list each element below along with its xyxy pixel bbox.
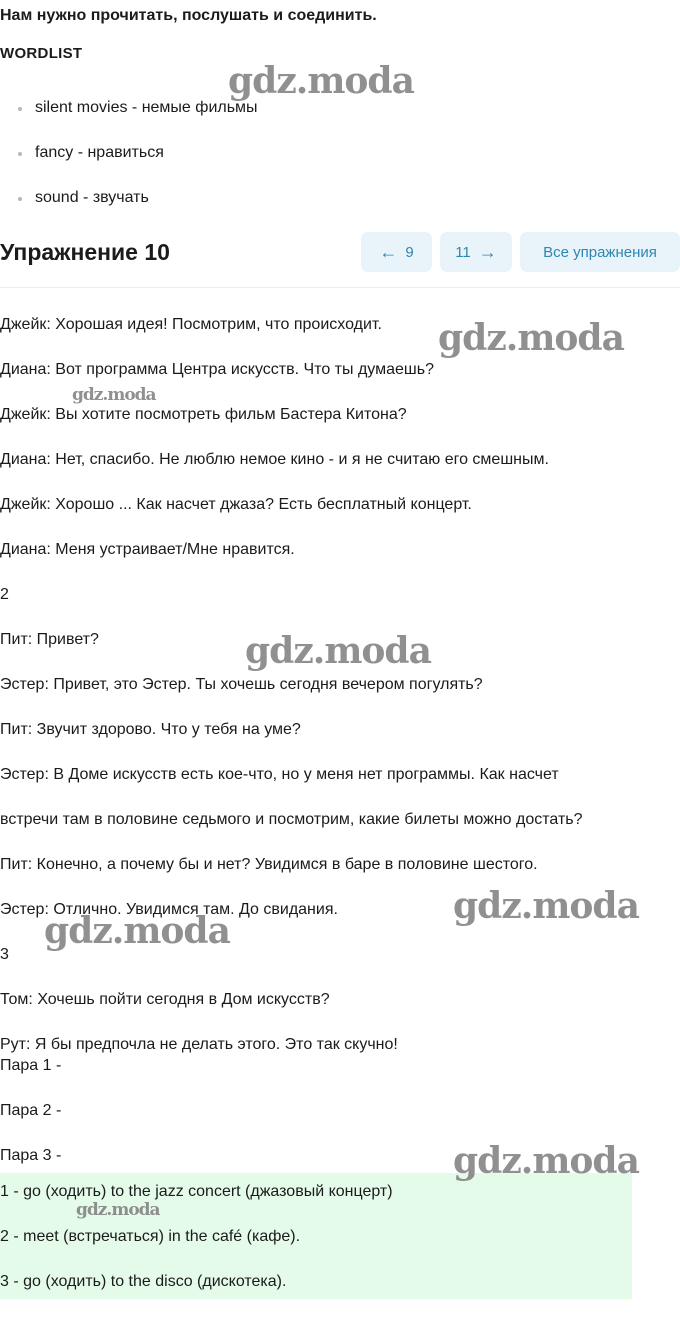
- pair-label: Пара 3 -: [0, 1147, 62, 1164]
- watermark: gdz.moda: [228, 60, 414, 102]
- section-number: 2: [0, 586, 9, 603]
- watermark: gdz.moda: [44, 910, 230, 952]
- dialogue-line: Пит: Звучит здорово. Что у тебя на уме?: [0, 721, 301, 738]
- watermark: gdz.moda: [245, 630, 431, 672]
- dialogue-line: Рут: Я бы предпочла не делать этого. Это так скучно!: [0, 1036, 398, 1053]
- all-exercises-button[interactable]: [520, 232, 680, 272]
- dialogue-line: Диана: Нет, спасибо. Не люблю немое кино - и я не считаю его смешным.: [0, 451, 549, 468]
- watermark: gdz.moda: [453, 885, 639, 927]
- word-item: silent movies - немые фильмы: [0, 88, 400, 133]
- dialogue-line: Джейк: Вы хотите посмотреть фильм Бастера Китона?: [0, 406, 407, 423]
- next-exercise-label: 11: [455, 243, 471, 261]
- watermark: gdz.moda: [76, 1200, 160, 1220]
- pair-label: Пара 2 -: [0, 1102, 62, 1119]
- watermark: gdz.moda: [453, 1140, 639, 1182]
- dialogue-content: [0, 302, 680, 1052]
- answer-block: [0, 1173, 632, 1299]
- dialogue-line: Эстер: Привет, это Эстер. Ты хочешь сегодня вечером погулять?: [0, 676, 483, 693]
- answer-line: 2 - meet (встречаться) in the café (кафе).: [0, 1228, 301, 1245]
- wordlist-title: WORDLIST: [0, 45, 83, 62]
- pairs-list: [0, 1043, 61, 1178]
- dialogue-line: Диана: Вот программа Центра искусств. Что ты думаешь?: [0, 361, 434, 378]
- pair-label: Пара 1 -: [0, 1057, 62, 1074]
- dialogue-line: Пит: Привет?: [0, 631, 99, 648]
- dialogue-line: Пит: Конечно, а почему бы и нет? Увидимся в баре в половине шестого.: [0, 856, 538, 873]
- word-list: [0, 88, 400, 223]
- intro-text: Нам нужно прочитать, послушать и соединить.: [0, 7, 377, 24]
- dialogue-line: Джейк: Хорошо ... Как насчет джаза? Есть бесплатный концерт.: [0, 496, 472, 513]
- prev-exercise-button[interactable]: [361, 232, 432, 272]
- answer-line: 1 - go (ходить) to the jazz concert (джазовый концерт): [0, 1183, 393, 1200]
- section-number: 3: [0, 946, 9, 963]
- dialogue-line: Эстер: Отлично. Увидимся там. До свидания.: [0, 901, 338, 918]
- prev-exercise-label: 9: [405, 243, 414, 261]
- word-item: fancy - нравиться: [0, 133, 400, 178]
- word-item: sound - звучать: [0, 178, 400, 223]
- arrow-left-icon: ←: [379, 242, 398, 262]
- divider: [0, 287, 680, 288]
- dialogue-line: Джейк: Хорошая идея! Посмотрим, что происходит.: [0, 316, 382, 333]
- watermark: gdz.moda: [72, 385, 156, 405]
- arrow-right-icon: →: [478, 242, 497, 262]
- all-exercises-label: Все упражнения: [543, 243, 657, 261]
- answer-line: 3 - go (ходить) to the disco (дискотека).: [0, 1273, 287, 1290]
- next-exercise-button[interactable]: [440, 232, 512, 272]
- dialogue-line: встречи там в половине седьмого и посмотрим, какие билеты можно достать?: [0, 811, 583, 828]
- dialogue-line: Том: Хочешь пойти сегодня в Дом искусств?: [0, 991, 330, 1008]
- exercise-title: Упражнение 10: [0, 239, 170, 265]
- watermark: gdz.moda: [438, 317, 624, 359]
- dialogue-line: Диана: Меня устраивает/Мне нравится.: [0, 541, 295, 558]
- dialogue-line: Эстер: В Доме искусств есть кое-что, но у меня нет программы. Как насчет: [0, 766, 559, 783]
